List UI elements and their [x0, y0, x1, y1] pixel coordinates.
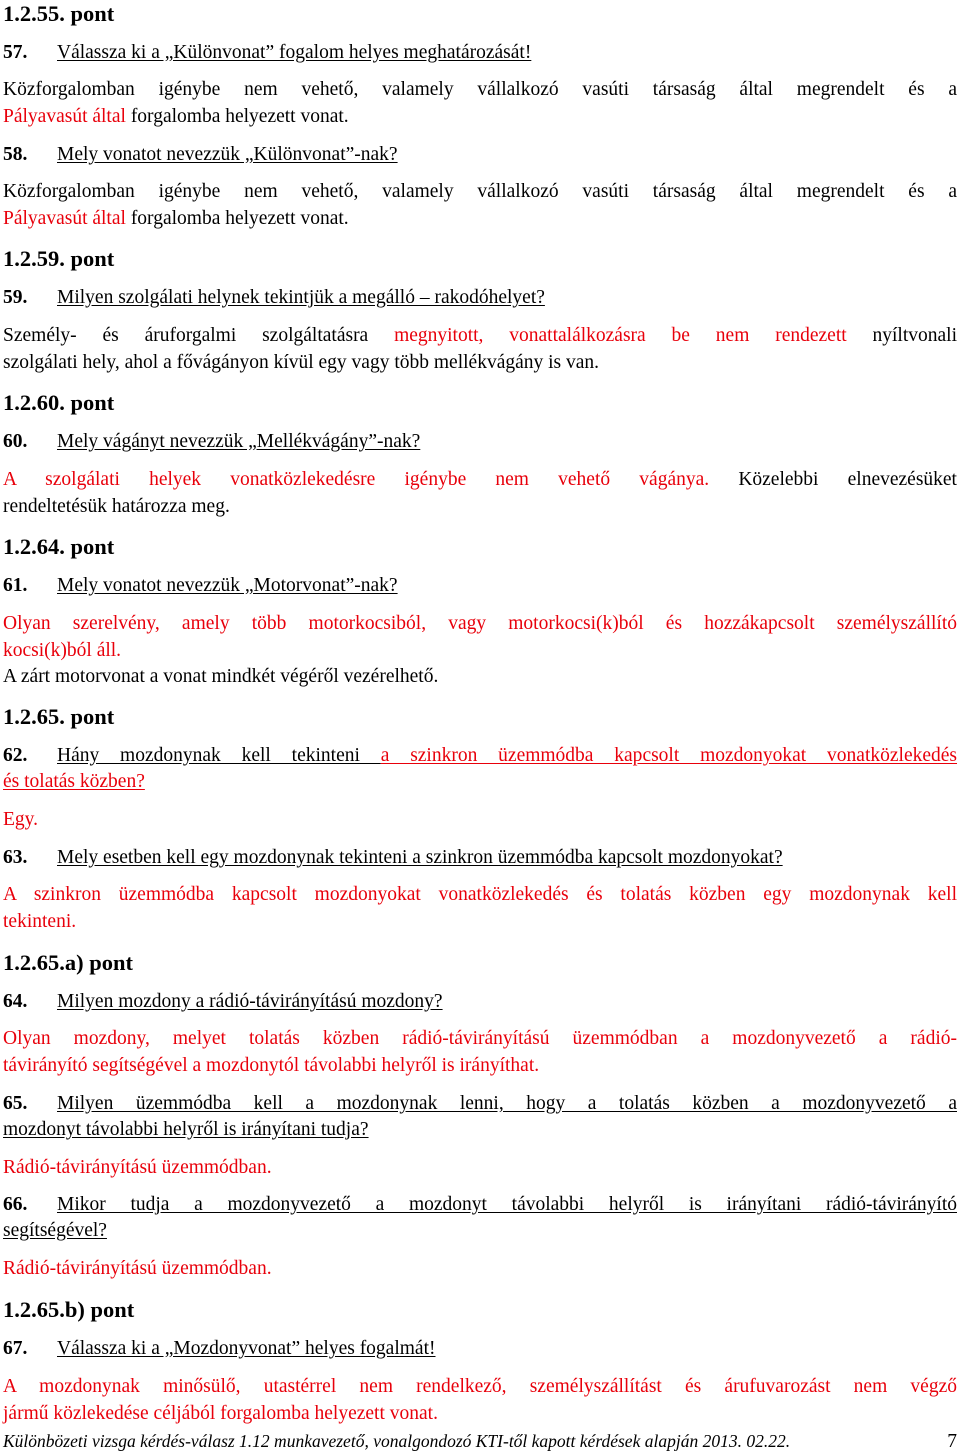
question-text-highlight: és tolatás közben? — [3, 771, 145, 792]
question-number: 63. — [3, 847, 28, 868]
question-text: Milyen üzemmódba kell a mozdonynak lenni, hogy a tolatás közben a mozdonyvezető a — [57, 1093, 957, 1114]
question-number: 59. — [3, 287, 28, 308]
answer-line: tekinteni. — [3, 910, 77, 932]
answer-line: forgalomba helyezett vonat. — [125, 207, 349, 229]
question-text-highlight: a szinkron üzemmódba kapcsolt mozdonyokat vonatközlekedés — [380, 745, 957, 766]
question-text: Mely vágányt nevezzük „Mellékvágány”-nak? — [57, 431, 421, 452]
answer-63 — [3, 882, 957, 935]
question-61 — [3, 573, 957, 599]
section-heading: 1.2.55. pont — [3, 1, 115, 26]
question-text: Mely esetben kell egy mozdonynak tekinteni a szinkron üzemmódba kapcsolt mozdonyokat? — [57, 847, 783, 868]
question-58 — [3, 142, 957, 168]
answer-highlight: kocsi(k)ból áll. — [3, 639, 122, 661]
question-number: 66. — [3, 1194, 28, 1215]
answer-line: A zárt motorvonat a vonat mindkét végéről vezérelhető. — [3, 666, 439, 687]
question-text: Válassza ki a „Különvonat” fogalom helyes meghatározását! — [57, 42, 532, 63]
answer-line: forgalomba helyezett vonat. — [125, 105, 349, 127]
question-57 — [3, 40, 957, 66]
answer-line: Közelebbi elnevezésüket — [709, 469, 957, 490]
section-heading: 1.2.60. pont — [3, 390, 115, 415]
answer-62: Egy. — [3, 809, 39, 830]
question-text: mozdonyt távolabbi helyről is irányítani tudja? — [3, 1119, 369, 1140]
answer-67 — [3, 1374, 957, 1427]
answer-line: távirányító segítségével a mozdonytól távolabbi helyről is irányíthat. — [3, 1054, 540, 1076]
question-number: 57. — [3, 42, 28, 63]
question-59 — [3, 285, 957, 311]
question-text: Milyen szolgálati helynek tekintjük a megálló – rakodóhelyet? — [57, 287, 545, 308]
page-number: 7 — [947, 1431, 957, 1452]
answer-highlight: A szolgálati helyek vonatközlekedésre igénybe nem vehető vágánya. — [3, 469, 710, 490]
answer-line: Közforgalomban igénybe nem vehető, valamely vállalkozó vasúti társaság által megrendelt és a — [3, 181, 957, 202]
answer-64 — [3, 1026, 957, 1079]
answer-line: A szinkron üzemmódba kapcsolt mozdonyokat vonatközlekedés és tolatás közben egy mozdonynak kell — [3, 884, 957, 905]
question-text: segítségével? — [3, 1220, 107, 1241]
answer-65: Rádió-távirányítású üzemmódban. — [3, 1157, 272, 1178]
question-text: Milyen mozdony a rádió-távirányítású mozdony? — [57, 991, 443, 1012]
question-number: 67. — [3, 1338, 28, 1359]
question-number: 58. — [3, 144, 28, 165]
answer-highlight: Olyan szerelvény, amely több motorkocsiból, vagy motorkocsi(k)ból és hozzákapcsolt személyszállító — [3, 613, 957, 634]
section-heading: 1.2.59. pont — [3, 246, 115, 271]
section-heading: 1.2.65. pont — [3, 704, 115, 729]
question-number: 64. — [3, 991, 28, 1012]
question-67 — [3, 1336, 957, 1362]
question-text: Válassza ki a „Mozdonyvonat” helyes fogalmát! — [57, 1338, 436, 1359]
answer-line: szolgálati hely, ahol a fővágányon kívül egy vagy több mellékvágány is van. — [3, 351, 600, 373]
question-text: Hány mozdonynak kell tekinteni — [57, 745, 381, 766]
answer-line: nyíltvonali — [846, 325, 957, 346]
question-number: 61. — [3, 575, 28, 596]
answer-57 — [3, 77, 957, 130]
answer-highlight: megnyitott, vonattalálkozásra be nem rendezett — [394, 325, 847, 346]
page-footer — [3, 1429, 957, 1453]
question-number: 65. — [3, 1093, 28, 1114]
question-text: Mely vonatot nevezzük „Motorvonat”-nak? — [57, 575, 398, 596]
answer-line: Személy- és áruforgalmi szolgáltatásra — [3, 325, 395, 346]
question-60 — [3, 429, 957, 455]
question-text: Mely vonatot nevezzük „Különvonat”-nak? — [57, 144, 398, 165]
question-62 — [3, 743, 957, 795]
footer-text: Különbözeti vizsga kérdés-válasz 1.12 munkavezető, vonalgondozó KTI-től kapott kérdések alapján 2013. 02.22. — [3, 1431, 791, 1451]
section-heading: 1.2.64. pont — [3, 534, 115, 559]
answer-66: Rádió-távirányítású üzemmódban. — [3, 1258, 272, 1279]
question-64 — [3, 989, 957, 1015]
answer-line: rendeltetésük határozza meg. — [3, 495, 230, 517]
question-number: 60. — [3, 431, 28, 452]
question-number: 62. — [3, 745, 28, 766]
answer-58 — [3, 179, 957, 232]
answer-60 — [3, 467, 957, 520]
question-65 — [3, 1091, 957, 1143]
answer-61 — [3, 611, 957, 691]
answer-line: jármű közlekedése céljából forgalomba helyezett vonat. — [3, 1402, 438, 1424]
answer-highlight: Pályavasút által — [3, 105, 126, 127]
question-text: Mikor tudja a mozdonyvezető a mozdonyt távolabbi helyről is irányítani rádió-távirányító — [57, 1194, 957, 1215]
section-heading: 1.2.65.b) pont — [3, 1297, 135, 1322]
answer-line: Közforgalomban igénybe nem vehető, valamely vállalkozó vasúti társaság által megrendelt és a — [3, 79, 957, 100]
answer-line: A mozdonynak minősülő, utastérrel nem rendelkező, személyszállítást és árufuvarozást nem végző — [3, 1376, 957, 1397]
answer-line: Olyan mozdony, melyet tolatás közben rádió-távirányítású üzemmódban a mozdonyvezető a rádió- — [3, 1028, 957, 1049]
question-66 — [3, 1192, 957, 1244]
question-63 — [3, 845, 957, 871]
section-heading: 1.2.65.a) pont — [3, 950, 134, 975]
answer-59 — [3, 323, 957, 376]
answer-highlight: Pályavasút által — [3, 207, 126, 229]
